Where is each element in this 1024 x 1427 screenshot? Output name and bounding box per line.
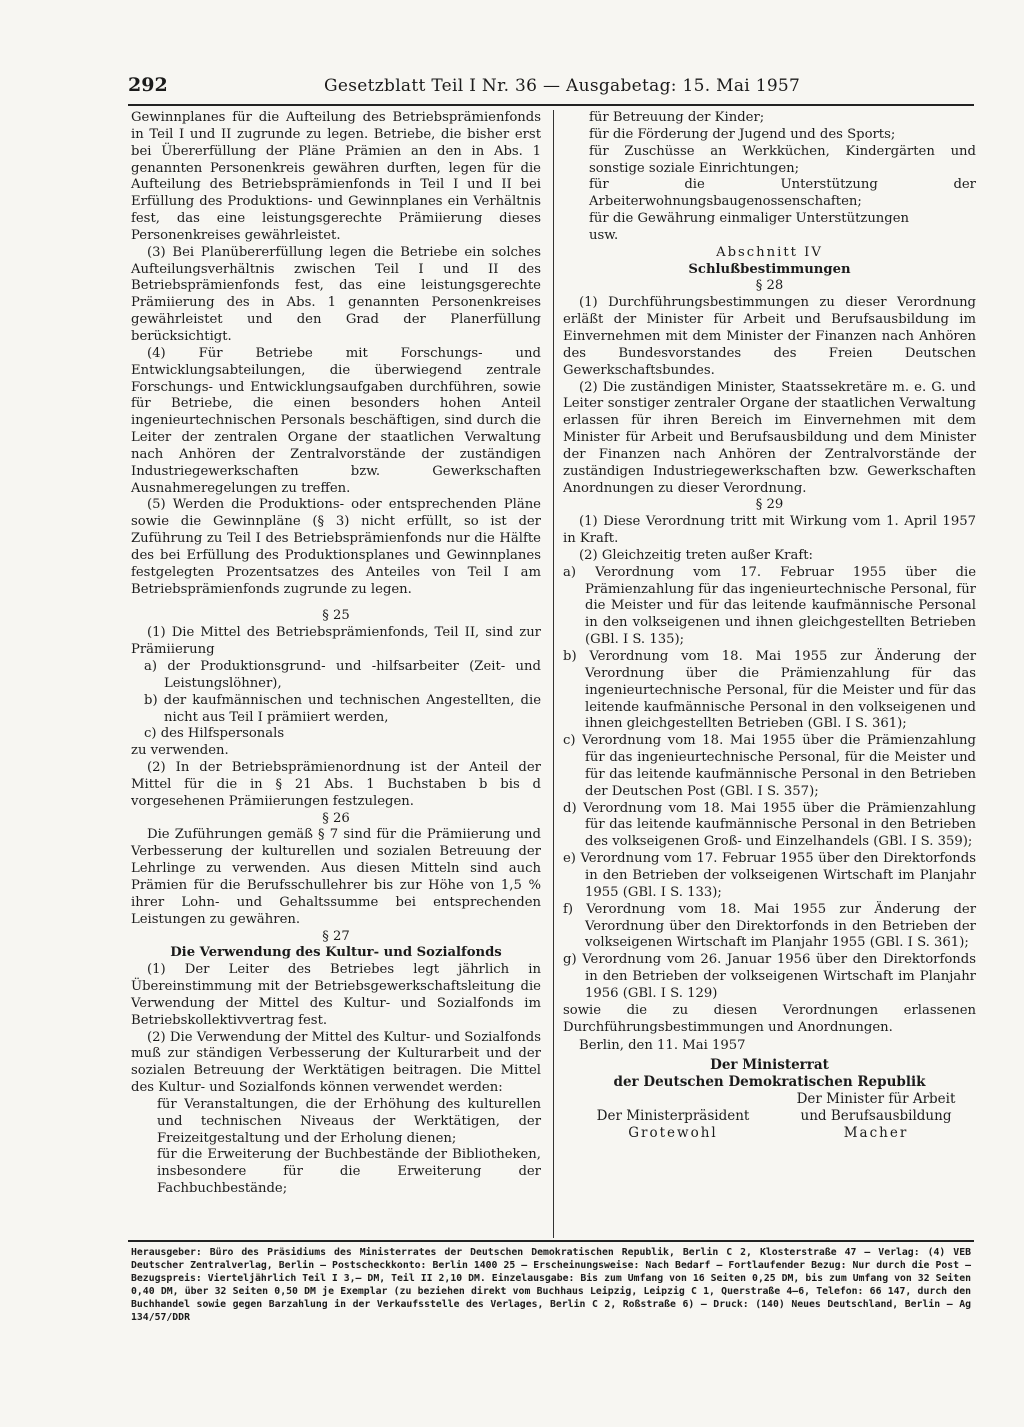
list-item: c) des Hilfspersonals (144, 726, 285, 742)
list-item: für die Unterstützung der Arbeiterwohnungsbaugenossenschaften; (589, 177, 976, 210)
paragraph: (2) Gleichzeitig treten außer Kraft: (579, 547, 813, 563)
chapter-title: Schlußbestimmungen (688, 261, 851, 277)
list-item: e) Verordnung vom 17. Februar 1955 über den Direktorfonds in den Betrieben der volkseigenen Wirtschaft im Planjahr 1955 (GBl. I S. 133); (563, 851, 976, 900)
signatory-left (563, 1108, 773, 1142)
footer-rule (128, 1240, 974, 1242)
list-item: c) Verordnung vom 18. Mai 1955 über die Prämienzahlung für das ingenieurtechnische Personal, für die Meister und für das leitende kaufmännische Personal in den Betrieben der Deutschen Post (GBl. I S. 357); (563, 733, 976, 799)
signatory-title: Der Minister für Arbeit (796, 1091, 956, 1108)
paragraph: sowie die zu diesen Verordnungen erlassenen Durchführungsbestimmungen und Anordnungen. (563, 1002, 976, 1035)
section-heading: § 27 (322, 928, 350, 944)
signatory-org: der Deutschen Demokratischen Republik (613, 1074, 926, 1091)
signatory-title: und Berufsausbildung (800, 1108, 952, 1125)
page-number: 292 (128, 74, 168, 96)
list-item: für Veranstaltungen, die der Erhöhung des kulturellen und technischen Niveaus der Werktätigen, der Freizeitgestaltung und der Erholung dienen; (157, 1096, 541, 1146)
list-item: f) Verordnung vom 18. Mai 1955 zur Änderung der Verordnung über den Direktorfonds in den Betrieben der volkseigenen Wirtschaft im Planjahr 1955 (GBl. I S. 361); (563, 901, 976, 951)
signatory-org: Der Ministerrat (710, 1057, 829, 1074)
header-title: Gesetzblatt Teil I Nr. 36 — Ausgabetag: 15. Mai 1957 (324, 76, 801, 96)
column-divider (553, 110, 554, 1238)
list-item: a) der Produktionsgrund- und -hilfsarbeiter (Zeit- und Leistungslöhner), (144, 659, 541, 691)
section-heading: § 28 (755, 278, 784, 294)
chapter-heading: Abschnitt IV (716, 244, 823, 260)
paragraph: Die Zuführungen gemäß § 7 sind für die Prämiierung und Verbesserung der kulturellen und sozialen Betreuung der Lehrlinge zu verwenden. Aus diesen Mitteln sind auch Prämien für die Berufsschullehrer bis zur Höhe von 1,5 % ihrer Lohn- und Gehaltssumme bei entsprechenden Leistungen zu gewähren. (131, 827, 541, 927)
section-heading: § 26 (322, 810, 350, 826)
list-item: für die Erweiterung der Buchbestände der Bibliotheken, insbesondere für die Erweiterung der Fachbuchbestände; (157, 1147, 541, 1197)
list-item: b) Verordnung vom 18. Mai 1955 zur Änderung der Verordnung über die Prämienzahlung für das ingenieurtechnische Personal, für die Meister und für das leitende kaufmännische Personal in den volkseigenen und ihnen gleichgestellten Betrieben (GBl. I S. 361); (563, 649, 976, 732)
signatory-right (776, 1091, 976, 1142)
place-date: Berlin, den 11. Mai 1957 (579, 1038, 746, 1054)
list-item: für die Förderung der Jugend und des Sports; (589, 126, 896, 142)
paragraph: zu verwenden. (131, 743, 229, 759)
left-column (131, 110, 541, 1198)
signatory-title: Der Ministerpräsident (596, 1108, 750, 1125)
paragraph: (1) Der Leiter des Betriebes legt jährlich in Übereinstimmung mit der Betriebsgewerkschaftsleitung die Verwendung der Mittel des Kultur- und Sozialfonds im Betriebskollektivvertrag fest. (131, 962, 541, 1028)
list-item: für die Gewährung einmaliger Unterstützungen (589, 211, 910, 227)
paragraph: (4) Für Betriebe mit Forschungs- und Entwicklungsabteilungen, die überwiegend zentrale Forschungs- und Entwicklungsaufgaben durchführen, sowie für Betriebe, die einen besonders hohen Anteil ingenieurtechnischen Personals beschäftigen, sind durch die Leiter der zentralen Organe der staatlichen Verwaltung nach Anhören der Zentralvorstände der zuständigen Industriegewerkschaften bzw. Gewerkschaften Ausnahmeregelungen zu treffen. (131, 345, 541, 496)
paragraph: (2) Die zuständigen Minister, Staatssekretäre m. e. G. und Leiter sonstiger zentraler Organe der staatlichen Verwaltung erlassen für ihren Bereich im Einvernehmen mit dem Minister für Arbeit und Berufsausbildung und dem Minister der Finanzen nach Anhören der Zentralvorstände der zuständigen Industriegewerkschaften bzw. Gewerkschaften Anordnungen zu dieser Verordnung. (563, 379, 976, 496)
section-heading: § 25 (322, 608, 350, 624)
paragraph: (3) Bei Planübererfüllung legen die Betriebe ein solches Aufteilungsverhältnis zwischen Teil I und II des Betriebsprämienfonds fest, das eine leistungsgerechte Prämiierung des in Abs. 1 genannten Personenkreises gewährleistet und den Grad der Planerfüllung berücksichtigt. (131, 244, 541, 344)
footer-imprint: Herausgeber: Büro des Präsidiums des Ministerrates der Deutschen Demokratischen Republik, Berlin C 2, Klosterstraße 47 — Verlag: (4) VEB Deutscher Zentralverlag, Berlin — Postscheckkonto: Berlin 1400 25 — Erscheinungsweise: Nach Bedarf — Fortlaufender Bezug: Nur durch die Post — Bezugspreis: Vierteljährlich Teil I 3,— DM, Teil II 2,10 DM. Einzelausgabe: Bis zum Umfang von 16 Seiten 0,25 DM, bis zum Umfang von 32 Seiten 0,40 DM, über 32 Seiten 0,50 DM je Exemplar (zu beziehen direkt vom Buchhaus Leipzig, Leipzig C 1, Querstraße 4—6, Telefon: 66 147, durch den Buchhandel sowie gegen Barzahlung in der Verkaufsstelle des Verlages, Berlin C 2, Roßstraße 6) — Druck: (140) Neues Deutschland, Berlin — Ag 134/57/DDR (131, 1247, 971, 1324)
paragraph: (2) In der Betriebsprämienordnung ist der Anteil der Mittel für die in § 21 Abs. 1 Buchstaben b bis d vorgesehenen Prämiierungen festzulegen. (131, 760, 541, 809)
signatory-name: Macher (843, 1125, 909, 1142)
list-item: usw. (589, 227, 619, 243)
list-item: g) Verordnung vom 26. Januar 1956 über den Direktorfonds in den Betrieben der volkseigenen Wirtschaft im Planjahr 1956 (GBl. I S. 129) (563, 952, 976, 1001)
paragraph: (1) Diese Verordnung tritt mit Wirkung vom 1. April 1957 in Kraft. (563, 514, 976, 547)
paragraph: (1) Durchführungsbestimmungen zu dieser Verordnung erläßt der Minister für Arbeit und Berufsausbildung im Einvernehmen mit dem Minister der Finanzen nach Anhören des Bundesvorstandes des Freien Deutschen Gewerkschaftsbundes. (563, 295, 976, 378)
page-header (128, 70, 974, 106)
list-item: für Zuschüsse an Werkküchen, Kindergärten und sonstige soziale Einrichtungen; (589, 143, 976, 176)
paragraph: (1) Die Mittel des Betriebsprämienfonds, Teil II, sind zur Prämiierung (131, 625, 541, 658)
section-heading: § 29 (755, 497, 784, 513)
signatories (563, 1091, 976, 1142)
right-column (563, 110, 976, 1142)
paragraph: (2) Die Verwendung der Mittel des Kultur- und Sozialfonds muß zur ständigen Verbesserung der Kulturarbeit und der sozialen Betreuung der Werktätigen beitragen. Die Mittel des Kultur- und Sozialfonds können verwendet werden: (131, 1029, 541, 1096)
paragraph: (5) Werden die Produktions- oder entsprechenden Pläne sowie die Gewinnpläne (§ 3) nicht erfüllt, so ist der Zuführung zu Teil I des Betriebsprämienfonds nur die Hälfte des bei Erfüllung des Produktionsplanes und Gewinnplanes festgelegten Prozentsatzes des Anteiles von Teil I am Betriebsprämienfonds zugrunde zu legen. (131, 497, 541, 597)
list-item: b) der kaufmännischen und technischen Angestellten, die nicht aus Teil I prämiiert werden, (144, 692, 541, 725)
section-title: Die Verwendung des Kultur- und Sozialfonds (170, 945, 502, 961)
signature-block (563, 1057, 976, 1142)
paragraph: Gewinnplanes für die Aufteilung des Betriebsprämienfonds in Teil I und II zugrunde zu legen. Betriebe, die bisher erst bei Übererfüllung der Pläne Prämien an den in Abs. 1 genannten Personenkreis gewähren durften, legen für die Aufteilung des Betriebsprämienfonds in Teil I und II bei Erfüllung des Produktions- und Gewinnplanes ein Verhältnis fest, das eine leistungsgerechte Prämiierung dieses Personenkreises gewährleistet. (131, 110, 541, 243)
list-item: für Betreuung der Kinder; (589, 110, 765, 125)
list-item: a) Verordnung vom 17. Februar 1955 über die Prämienzahlung für das ingenieurtechnische Personal, für die Meister und für das leitende kaufmännische Personal in den volkseigenen und ihnen gleichgestellten Betrieben (GBl. I S. 135); (563, 564, 976, 648)
signatory-name: Grotewohl (628, 1125, 718, 1142)
list-item: d) Verordnung vom 18. Mai 1955 über die Prämienzahlung für das leitende kaufmännische Personal in den Betrieben des volkseigenen Groß- und Einzelhandels (GBl. I S. 359); (563, 800, 976, 850)
